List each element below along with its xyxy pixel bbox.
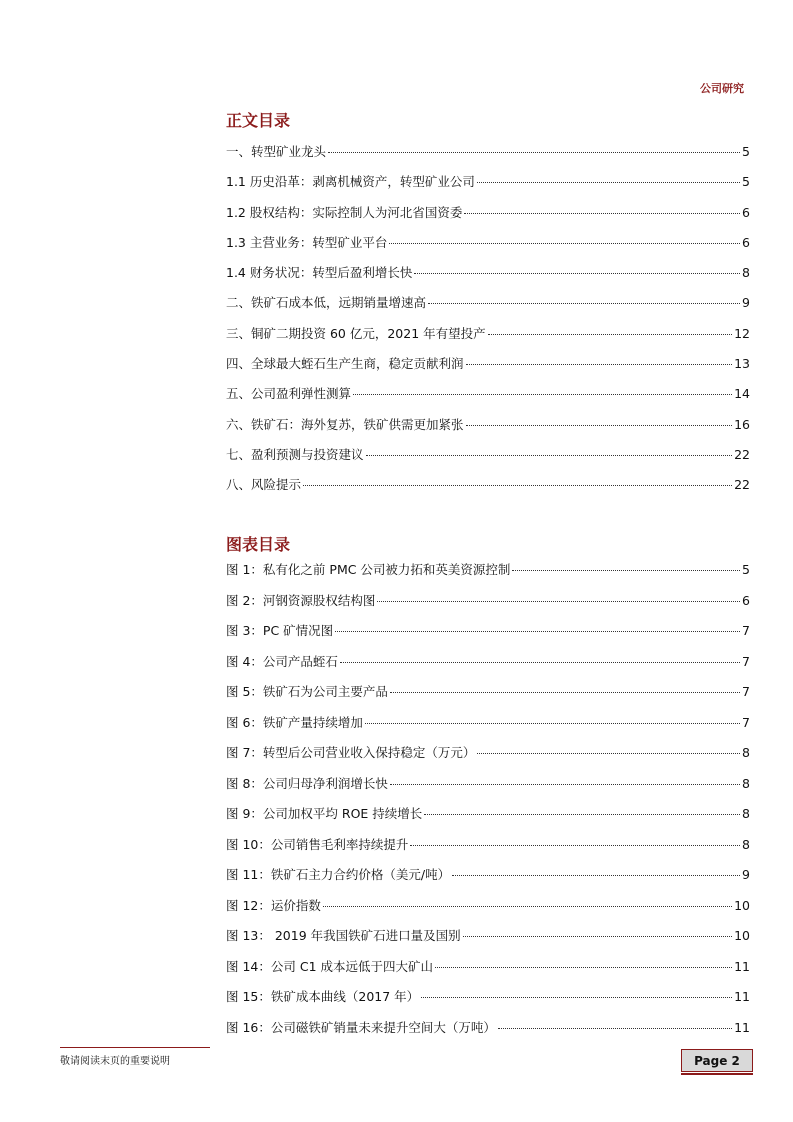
toc-entry[interactable] bbox=[226, 142, 750, 172]
entry-label: 图 2：河钢资源股权结构图 bbox=[226, 592, 376, 608]
entry-page-number: 6 bbox=[742, 204, 750, 220]
entry-label: 图 9：公司加权平均 ROE 持续增长 bbox=[226, 806, 423, 821]
leader-dots bbox=[365, 723, 740, 724]
figure-entry[interactable] bbox=[226, 865, 750, 896]
figure-entry[interactable] bbox=[226, 804, 750, 835]
leader-dots bbox=[303, 485, 732, 486]
entry-label: 图 16：公司磁铁矿销量未来提升空间大（万吨） bbox=[226, 1019, 496, 1035]
page-number-rule bbox=[681, 1073, 753, 1075]
figures-title: 图表目录 bbox=[226, 535, 291, 554]
leader-dots bbox=[512, 570, 740, 571]
leader-dots bbox=[498, 1028, 732, 1029]
leader-dots bbox=[488, 334, 732, 335]
entry-page-number: 8 bbox=[742, 775, 750, 791]
figure-entry[interactable] bbox=[226, 896, 750, 927]
entry-page-number: 9 bbox=[742, 295, 750, 311]
entry-label: 图 3：PC 矿情况图 bbox=[226, 623, 334, 638]
figure-entry[interactable] bbox=[226, 926, 750, 957]
entry-label: 1.3 主营业务：转型矿业平台 bbox=[226, 234, 388, 250]
entry-label: 八、风险提示 bbox=[226, 477, 302, 493]
entry-label: 七、盈利预测与投资建议 bbox=[226, 446, 364, 462]
entry-label: 一、转型矿业龙头 bbox=[226, 144, 327, 159]
leader-dots bbox=[366, 455, 733, 456]
leader-dots bbox=[435, 967, 732, 968]
leader-dots bbox=[353, 394, 732, 395]
leader-dots bbox=[323, 906, 732, 907]
figure-entry[interactable] bbox=[226, 652, 750, 683]
leader-dots bbox=[414, 273, 740, 274]
leader-dots bbox=[335, 631, 740, 632]
toc-entry[interactable] bbox=[226, 415, 750, 445]
leader-dots bbox=[377, 601, 740, 602]
leader-dots bbox=[428, 303, 740, 304]
entry-label: 图 4：公司产品蛭石 bbox=[226, 653, 338, 669]
figure-entry[interactable] bbox=[226, 591, 750, 622]
entry-page-number: 10 bbox=[734, 928, 750, 943]
entry-label: 图 7：转型后公司营业收入保持稳定（万元） bbox=[226, 745, 476, 760]
entry-page-number: 11 bbox=[734, 958, 750, 974]
entry-label: 三、铜矿二期投资 60 亿元，2021 年有望投产 bbox=[226, 325, 486, 341]
contents-title: 正文目录 bbox=[226, 111, 291, 130]
leader-dots bbox=[390, 784, 740, 785]
entry-page-number: 22 bbox=[734, 477, 750, 493]
entry-label: 图 14：公司 C1 成本远低于四大矿山 bbox=[226, 958, 434, 974]
figure-entry[interactable] bbox=[226, 560, 750, 591]
leader-dots bbox=[389, 243, 740, 244]
toc-entry[interactable] bbox=[226, 233, 750, 263]
entry-page-number: 12 bbox=[734, 325, 750, 341]
leader-dots bbox=[424, 814, 740, 815]
leader-dots bbox=[421, 997, 732, 998]
leader-dots bbox=[464, 213, 740, 214]
toc-entry[interactable] bbox=[226, 263, 750, 293]
figure-entry[interactable] bbox=[226, 713, 750, 744]
entry-label: 图 5：铁矿石为公司主要产品 bbox=[226, 684, 388, 699]
entry-label: 四、全球最大蛭石生产生商，稳定贡献利润 bbox=[226, 356, 464, 372]
toc-entry[interactable] bbox=[226, 354, 750, 384]
leader-dots bbox=[452, 875, 740, 876]
entry-page-number: 6 bbox=[742, 592, 750, 608]
leader-dots bbox=[340, 662, 740, 663]
leader-dots bbox=[477, 753, 740, 754]
figure-entry[interactable] bbox=[226, 1018, 750, 1049]
entry-label: 二、铁矿石成本低，远期销量增速高 bbox=[226, 295, 427, 311]
entry-page-number: 8 bbox=[742, 745, 750, 760]
entry-page-number: 7 bbox=[742, 684, 750, 699]
entry-page-number: 7 bbox=[742, 653, 750, 669]
entry-label: 五、公司盈利弹性测算 bbox=[226, 386, 352, 402]
toc-entry[interactable] bbox=[226, 384, 750, 414]
entry-page-number: 6 bbox=[742, 234, 750, 250]
entry-page-number: 13 bbox=[734, 356, 750, 372]
entry-page-number: 5 bbox=[742, 174, 750, 190]
entry-page-number: 5 bbox=[742, 144, 750, 159]
entry-page-number: 5 bbox=[742, 562, 750, 577]
toc-entry[interactable] bbox=[226, 203, 750, 233]
entry-label: 图 13： 2019 年我国铁矿石进口量及国别 bbox=[226, 928, 461, 943]
entry-page-number: 11 bbox=[734, 1019, 750, 1035]
figure-entry[interactable] bbox=[226, 621, 750, 652]
leader-dots bbox=[466, 425, 733, 426]
entry-page-number: 8 bbox=[742, 265, 750, 281]
leader-dots bbox=[463, 936, 732, 937]
header-tag: 公司研究 bbox=[700, 82, 744, 95]
entry-label: 图 6：铁矿产量持续增加 bbox=[226, 714, 363, 730]
figures-list bbox=[226, 560, 750, 1048]
entry-page-number: 8 bbox=[742, 806, 750, 821]
toc-entry[interactable] bbox=[226, 475, 750, 505]
entry-label: 1.4 财务状况：转型后盈利增长快 bbox=[226, 265, 413, 281]
figure-entry[interactable] bbox=[226, 957, 750, 988]
entry-label: 1.1 历史沿革：剥离机械资产，转型矿业公司 bbox=[226, 174, 475, 190]
toc-entry[interactable] bbox=[226, 172, 750, 202]
figure-entry[interactable] bbox=[226, 774, 750, 805]
toc-entry[interactable] bbox=[226, 293, 750, 323]
entry-label: 图 11：铁矿石主力合约价格（美元/吨） bbox=[226, 867, 451, 882]
entry-page-number: 14 bbox=[734, 386, 750, 402]
entry-label: 图 1：私有化之前 PMC 公司被力拓和英美资源控制 bbox=[226, 562, 511, 577]
entry-page-number: 11 bbox=[734, 989, 750, 1004]
leader-dots bbox=[410, 845, 740, 846]
entry-label: 六、铁矿石：海外复苏，铁矿供需更加紧张 bbox=[226, 416, 464, 432]
contents-list bbox=[226, 142, 750, 506]
entry-label: 图 8：公司归母净利润增长快 bbox=[226, 775, 388, 791]
entry-page-number: 10 bbox=[734, 897, 750, 913]
leader-dots bbox=[390, 692, 740, 693]
toc-entry[interactable] bbox=[226, 324, 750, 354]
entry-page-number: 9 bbox=[742, 867, 750, 882]
entry-label: 图 15：铁矿成本曲线（2017 年） bbox=[226, 989, 420, 1004]
entry-label: 图 12：运价指数 bbox=[226, 897, 321, 913]
leader-dots bbox=[328, 152, 740, 153]
figure-entry[interactable] bbox=[226, 835, 750, 866]
entry-page-number: 8 bbox=[742, 836, 750, 852]
page-number-box: Page 2 bbox=[681, 1049, 753, 1072]
leader-dots bbox=[466, 364, 733, 365]
toc-entry[interactable] bbox=[226, 445, 750, 475]
entry-page-number: 7 bbox=[742, 714, 750, 730]
entry-page-number: 7 bbox=[742, 623, 750, 638]
entry-page-number: 22 bbox=[734, 446, 750, 462]
figure-entry[interactable] bbox=[226, 682, 750, 713]
figure-entry[interactable] bbox=[226, 987, 750, 1018]
leader-dots bbox=[477, 182, 740, 183]
entry-label: 1.2 股权结构：实际控制人为河北省国资委 bbox=[226, 204, 463, 220]
footer-note: 敬请阅读末页的重要说明 bbox=[60, 1056, 170, 1067]
entry-label: 图 10：公司销售毛利率持续提升 bbox=[226, 836, 409, 852]
entry-page-number: 16 bbox=[734, 416, 750, 432]
figure-entry[interactable] bbox=[226, 743, 750, 774]
footer-divider bbox=[60, 1047, 210, 1048]
